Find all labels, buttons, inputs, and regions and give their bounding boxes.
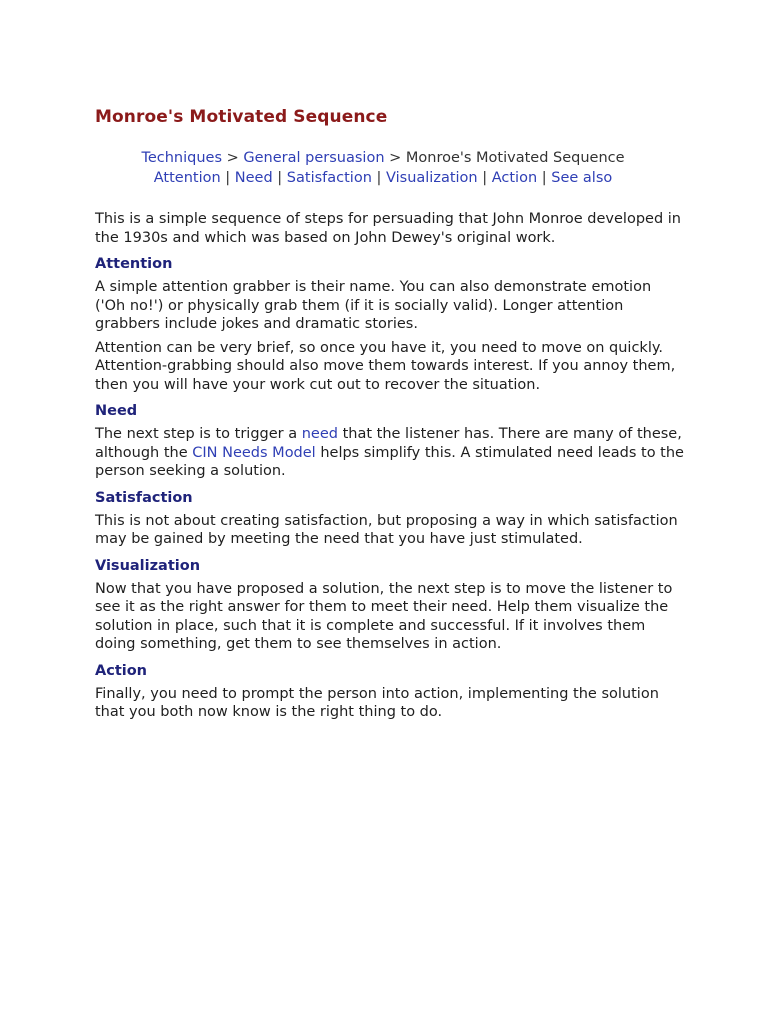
- cin-needs-model-link[interactable]: CIN Needs Model: [192, 444, 316, 461]
- section-nav-action[interactable]: Action: [491, 170, 538, 186]
- need-link[interactable]: need: [301, 426, 338, 442]
- need-text-part-2: that the listener has. There are many of these, although the: [95, 426, 682, 461]
- breadcrumb-current: Monroe's Motivated Sequence: [405, 150, 625, 166]
- section-attention: [95, 255, 685, 394]
- need-text-part-3: helps simplify this. A stimulated need leads to the person seeking a solution.: [95, 444, 684, 479]
- section-visualization: [95, 557, 685, 654]
- section-heading-attention: Attention: [95, 256, 173, 272]
- visualization-paragraph: Now that you have proposed a solution, the next step is to move the listener to see it as the right answer for them to meet their need. Help them visualize the solution in place, such that it is complete and successful. If it involves them doing something, get them to see themselves in action.: [95, 580, 673, 652]
- breadcrumb-separator: >: [389, 150, 402, 166]
- section-nav-need[interactable]: Need: [234, 170, 273, 186]
- action-paragraph: Finally, you need to prompt the person into action, implementing the solution that you both now know is the right thing to do.: [95, 685, 659, 720]
- section-nav-separator: |: [225, 170, 231, 186]
- breadcrumb: [95, 148, 671, 168]
- section-nav-attention[interactable]: Attention: [153, 170, 221, 186]
- breadcrumb-separator: >: [226, 150, 239, 166]
- section-nav-separator: |: [482, 170, 488, 186]
- attention-paragraph-2: Attention can be very brief, so once you have it, you need to move on quickly. Attention-grabbing should also move them towards interest. If you annoy them, then you will have your work cut out to recover the situation.: [95, 339, 676, 393]
- section-action: [95, 662, 685, 722]
- need-paragraph: [95, 425, 685, 481]
- breadcrumb-link-general-persuasion[interactable]: General persuasion: [243, 150, 385, 166]
- document-page: [95, 106, 685, 722]
- section-nav: [95, 168, 671, 188]
- navigation-block: [95, 148, 671, 188]
- attention-paragraph-1: A simple attention grabber is their name. You can also demonstrate emotion ('Oh no!') or physically grab them (if it is socially valid). Longer attention grabbers include jokes and dramatic stories.: [95, 279, 652, 332]
- section-heading-visualization: Visualization: [95, 557, 201, 574]
- breadcrumb-link-techniques[interactable]: Techniques: [141, 150, 223, 166]
- section-nav-separator: |: [376, 170, 382, 186]
- need-text-part-1: The next step is to trigger a: [95, 426, 302, 442]
- section-need: [95, 402, 685, 481]
- section-nav-satisfaction[interactable]: Satisfaction: [286, 170, 372, 186]
- page-title: Monroe's Motivated Sequence: [95, 107, 388, 127]
- section-nav-separator: |: [541, 170, 547, 186]
- section-heading-satisfaction: Satisfaction: [95, 489, 193, 506]
- section-satisfaction: [95, 489, 685, 549]
- intro-block: [95, 210, 685, 247]
- satisfaction-paragraph: This is not about creating satisfaction, but proposing a way in which satisfaction may be gained by meeting the need that you have just stimulated.: [95, 512, 678, 547]
- section-nav-see-also[interactable]: See also: [551, 170, 613, 186]
- section-nav-separator: |: [277, 170, 283, 186]
- intro-paragraph: This is a simple sequence of steps for persuading that John Monroe developed in the 1930s and which was based on John Dewey's original work.: [95, 211, 681, 246]
- section-heading-action: Action: [95, 662, 148, 679]
- section-nav-visualization[interactable]: Visualization: [386, 170, 478, 186]
- section-heading-need: Need: [95, 403, 138, 419]
